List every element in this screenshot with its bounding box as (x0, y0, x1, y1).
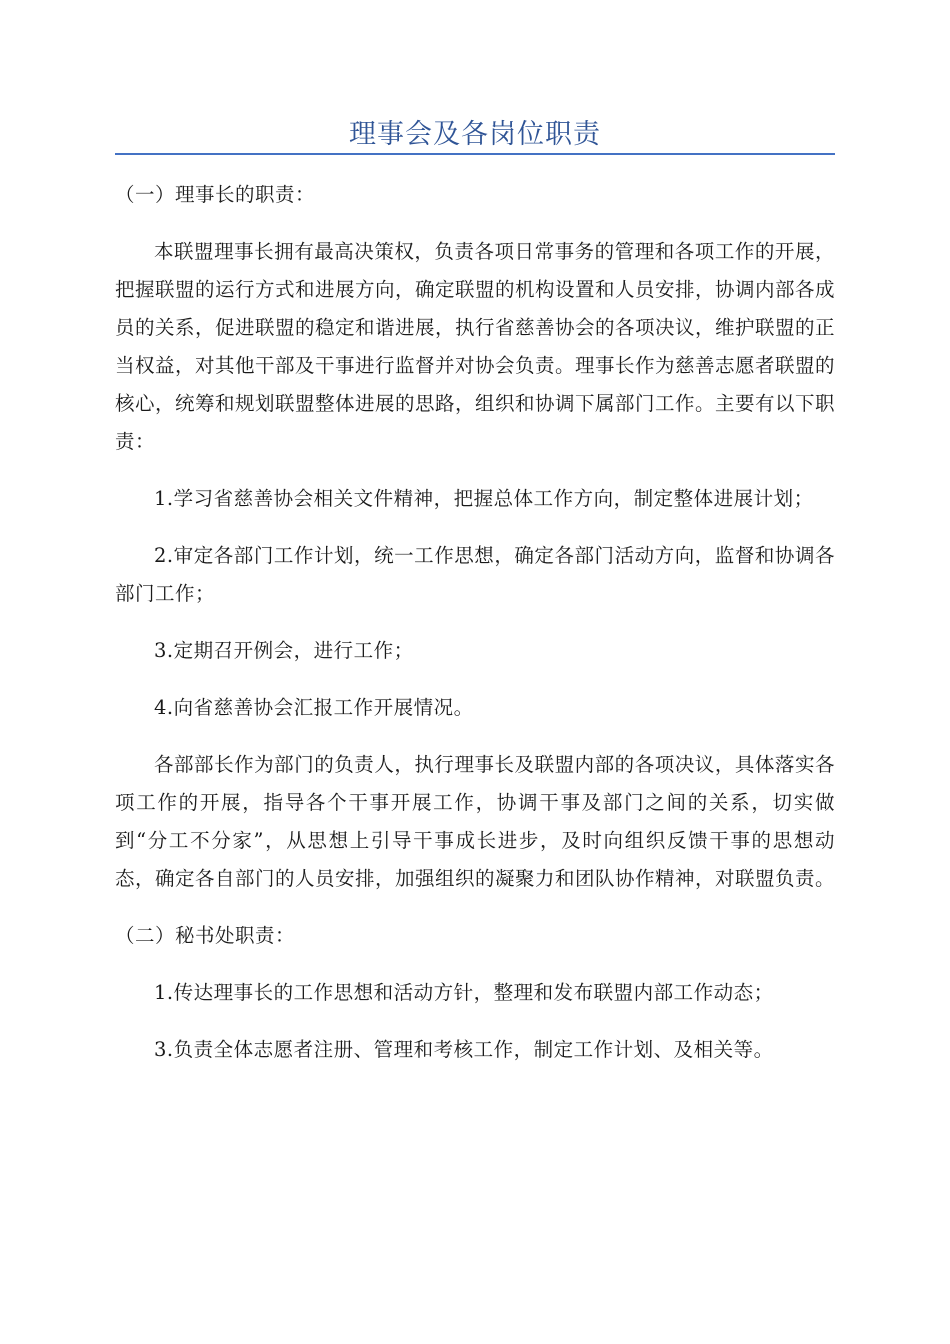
chairman-duty-3: 3.定期召开例会，进行工作； (154, 639, 414, 662)
section-heading-secretariat: （二）秘书处职责： (115, 924, 296, 947)
secretariat-duty-1: 1.传达理事长的工作思想和活动方针，整理和发布联盟内部工作动态； (154, 981, 774, 1004)
document-body (115, 176, 835, 1088)
chairman-duty-1: 1.学习省慈善协会相关文件精神，把握总体工作方向，制定整体进展计划； (154, 487, 814, 510)
chairman-duty-2: 2.审定各部门工作计划，统一工作思想，确定各部门活动方向，监督和协调各部门工作； (115, 544, 835, 605)
section-heading-chairman: （一）理事长的职责： (115, 183, 316, 206)
secretariat-duty-3: 3.负责全体志愿者注册、管理和考核工作，制定工作计划、及相关等。 (154, 1038, 774, 1061)
department-heads-paragraph: 各部部长作为部门的负责人，执行理事长及联盟内部的各项决议，具体落实各项工作的开展，指导各个干事开展工作，协调干事及部门之间的关系，切实做到“分工不分家”，从思想上引导干事成长进步，及时向组织反馈干事的思想动态，确定各自部门的人员安排，加强组织的凝聚力和团队协作精神，对联盟负责。 (115, 753, 836, 890)
document-title: 理事会及各岗位职责 (349, 119, 601, 150)
chairman-duty-4: 4.向省慈善协会汇报工作开展情况。 (154, 696, 474, 719)
title-underline (115, 153, 835, 155)
chairman-intro-paragraph: 本联盟理事长拥有最高决策权，负责各项日常事务的管理和各项工作的开展，把握联盟的运行方式和进展方向，确定联盟的机构设置和人员安排，协调内部各成员的关系，促进联盟的稳定和谐进展，执行省慈善协会的各项决议，维护联盟的正当权益，对其他干部及干事进行监督并对协会负责。理事长作为慈善志愿者联盟的核心，统筹和规划联盟整体进展的思路，组织和协调下属部门工作。主要有以下职责： (115, 240, 836, 453)
